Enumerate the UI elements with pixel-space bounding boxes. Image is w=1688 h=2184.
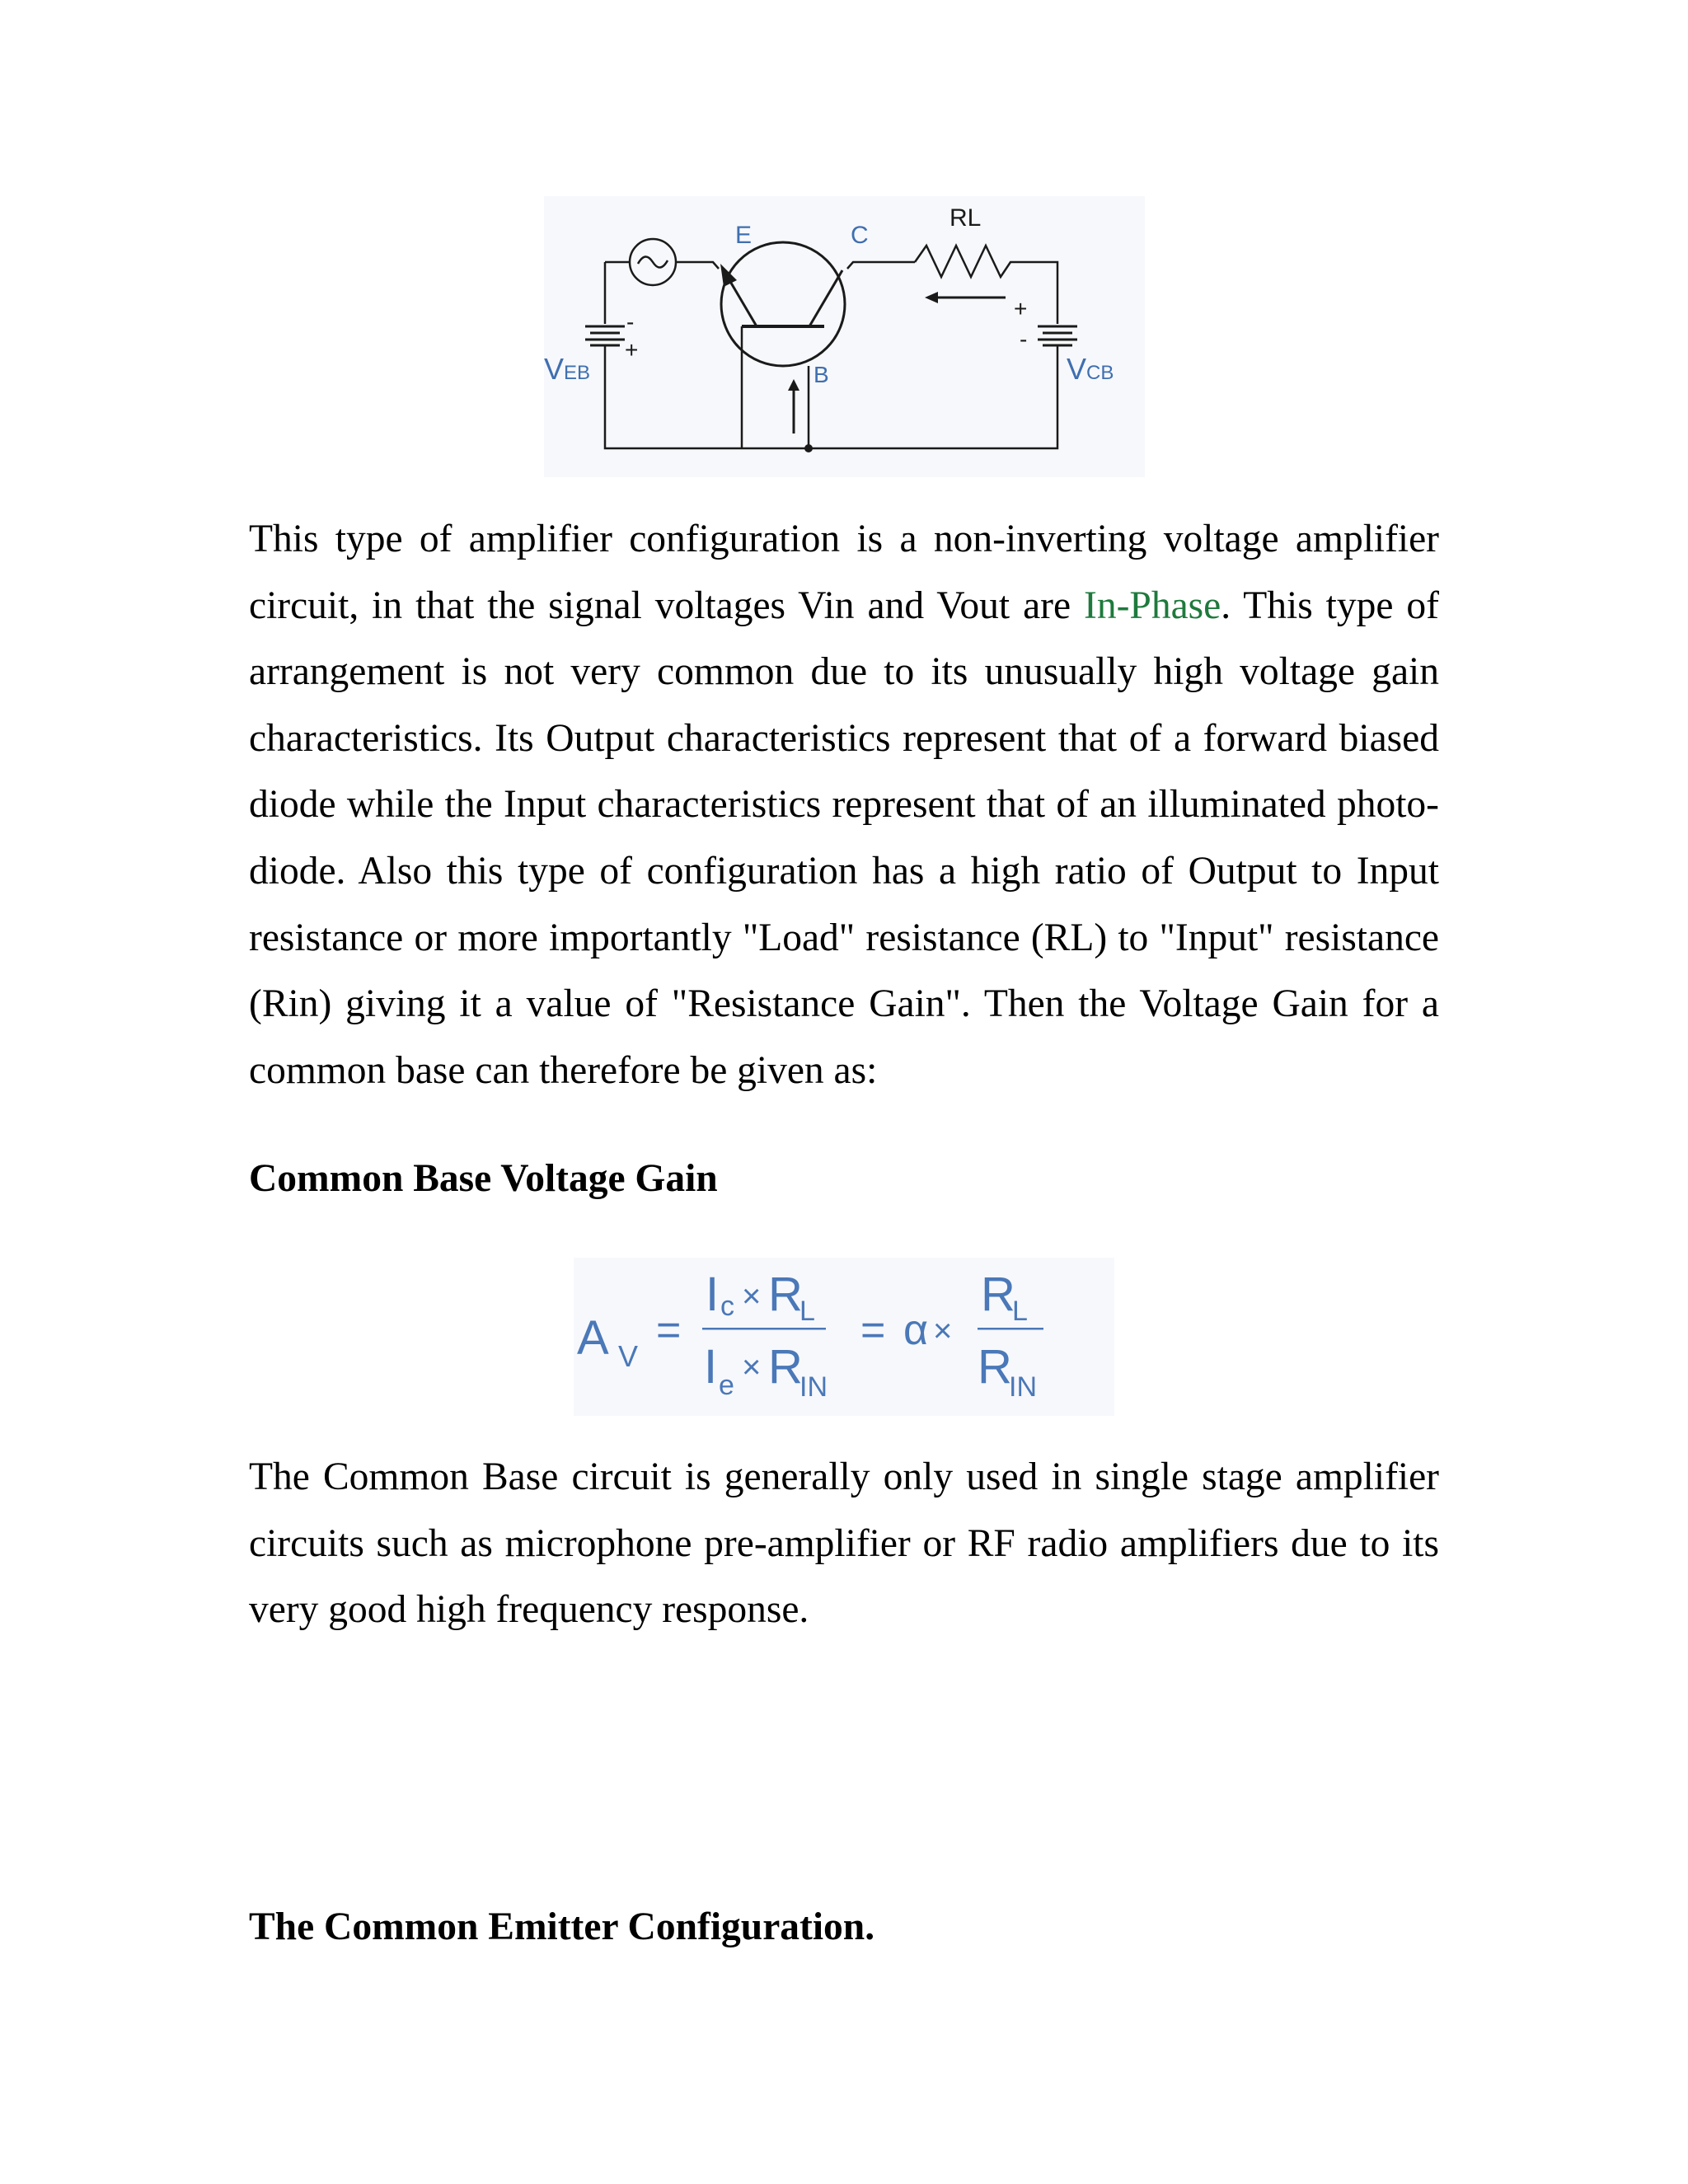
formula-alpha: α — [903, 1306, 929, 1354]
frac1-den-b: R — [768, 1340, 803, 1394]
label-vcb-main: V — [1067, 352, 1087, 386]
wire-collector-to-resistor — [847, 262, 915, 269]
paragraph-description — [249, 506, 1439, 1104]
wire-right-upper — [1022, 262, 1057, 324]
section-heading-common-emitter: The Common Emitter Configuration. — [249, 1905, 875, 1948]
label-vcb — [1067, 352, 1114, 386]
frac1-num-b: R — [768, 1268, 803, 1321]
frac2-den: R — [978, 1340, 1012, 1394]
paragraph-text-after-link: . This type of arrangement is not very common due to its unusually high voltage gain characteristics. Its Output characteristics represent that of a forward biased diode while the Input characteristics represent that of an illuminated photo-diode. Also this type of configuration has a high ratio of Output to Input resistance or more importantly "Load" resistance (RL) to "Input" resistance (Rin) giving it a value of "Resistance Gain". Then the Voltage Gain for a common base can therefore be given as: — [249, 583, 1439, 1092]
battery-vcb-symbol — [1038, 326, 1077, 345]
resistor-rl-symbol — [915, 246, 1022, 277]
section-heading-voltage-gain: Common Base Voltage Gain — [249, 1157, 718, 1200]
frac1-bar — [702, 1328, 826, 1330]
minus-right: - — [1020, 326, 1028, 352]
formula-eq-1: = — [656, 1306, 682, 1354]
label-rl: RL — [950, 204, 982, 232]
collector-current-arrow-icon — [925, 292, 1006, 303]
label-emitter: E — [735, 222, 753, 249]
paragraph-usage: The Common Base circuit is generally only used in single stage amplifier circuits such as microphone pre-amplifier or RF radio amplifiers due to its very good high frequency response. — [249, 1455, 1439, 1632]
frac1-den-times: × — [742, 1349, 762, 1385]
minus-left: - — [626, 309, 635, 335]
frac2-num: R — [981, 1268, 1015, 1321]
wire-source-to-emitter — [676, 262, 719, 269]
paragraph-text-before-link: This type of amplifier configuration is a non-inverting voltage amplifier circuit, in that the signal voltages Vin and Vout are — [249, 518, 1439, 627]
frac2-bar — [978, 1328, 1043, 1330]
base-current-arrow-icon — [788, 379, 799, 434]
label-vcb-sub: CB — [1086, 362, 1114, 384]
circuit-svg — [544, 196, 1145, 477]
frac1-den-a: I — [704, 1340, 718, 1394]
ac-source-icon — [630, 239, 676, 285]
frac1-num-times: × — [742, 1278, 762, 1315]
plus-right: + — [1014, 296, 1028, 321]
label-base: B — [814, 362, 829, 387]
frac1-den-b-sub: IN — [799, 1371, 828, 1403]
common-base-circuit-diagram — [544, 196, 1145, 477]
label-collector: C — [851, 222, 869, 249]
voltage-gain-formula — [574, 1258, 1114, 1416]
frac1-num-a-sub: c — [720, 1291, 734, 1322]
frac2-num-sub: L — [1012, 1296, 1028, 1327]
frac2-den-sub: IN — [1009, 1371, 1037, 1403]
frac1-num-b-sub: L — [799, 1296, 815, 1327]
label-veb-main: V — [544, 352, 565, 386]
formula-lhs-sub: V — [618, 1339, 639, 1373]
label-veb — [544, 352, 590, 386]
formula-eq-2: = — [860, 1306, 886, 1354]
formula-svg — [574, 1258, 1114, 1416]
label-veb-sub: EB — [564, 362, 591, 384]
formula-times: × — [933, 1313, 953, 1349]
plus-left: + — [625, 337, 639, 363]
formula-lhs-main: A — [577, 1311, 609, 1365]
frac1-num-a: I — [706, 1268, 720, 1321]
in-phase-link[interactable]: In-Phase — [1084, 583, 1221, 627]
battery-veb-symbol — [585, 326, 625, 345]
frac1-den-a-sub: e — [719, 1370, 734, 1401]
